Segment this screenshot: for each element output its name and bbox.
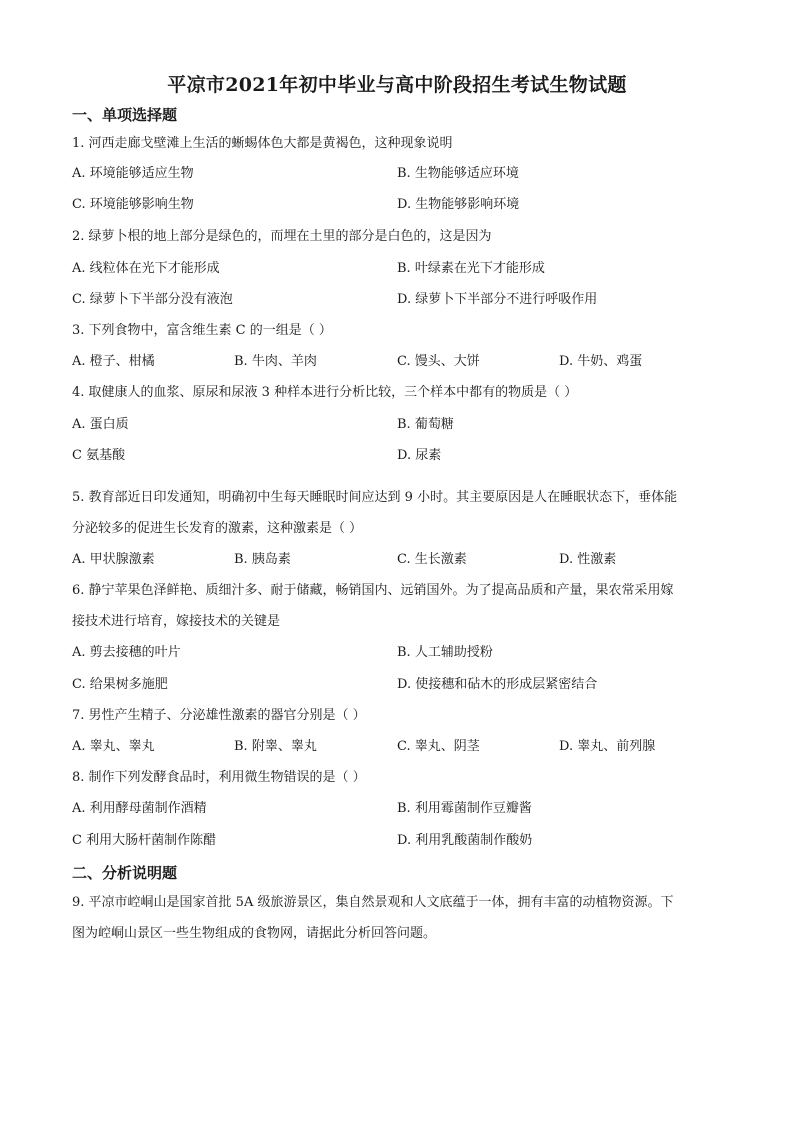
page-title: 平凉市2021年初中毕业与高中阶段招生考试生物试题	[167, 74, 627, 96]
question-8-option-d: D. 利用乳酸菌制作酸奶	[397, 833, 533, 848]
question-2-option-c: C. 绿萝卜下半部分没有液泡	[72, 292, 233, 307]
question-4-stem: 4. 取健康人的血浆、原尿和尿液 3 种样本进行分析比较，三个样本中都有的物质是（ ）	[72, 385, 578, 400]
question-1-option-a: A. 环境能够适应生物	[72, 166, 194, 181]
question-6-stem-line-2: 接技术进行培育，嫁接技术的关键是	[72, 614, 281, 629]
question-5-option-c: C. 生长激素	[397, 552, 467, 567]
question-1-stem: 1. 河西走廊戈壁滩上生活的蜥蜴体色大都是黄褐色，这种现象说明	[72, 136, 453, 151]
question-7-option-c: C. 睾丸、阴茎	[397, 739, 480, 754]
section-heading-analysis: 二、分析说明题	[72, 864, 178, 882]
question-7-stem: 7. 男性产生精子、分泌雄性激素的器官分别是（ ）	[72, 708, 366, 723]
question-5-option-a: A. 甲状腺激素	[72, 552, 155, 567]
question-6-option-b: B. 人工辅助授粉	[397, 645, 493, 660]
question-8-option-a: A. 利用酵母菌制作酒精	[72, 801, 207, 816]
question-7-option-a: A. 睾丸、睾丸	[72, 739, 155, 754]
question-1-option-d: D. 生物能够影响环境	[397, 197, 520, 212]
question-2-stem: 2. 绿萝卜根的地上部分是绿色的，而埋在土里的部分是白色的，这是因为	[72, 229, 492, 244]
question-8-option-b: B. 利用霉菌制作豆瓣酱	[397, 801, 532, 816]
question-3-option-b: B. 牛肉、羊肉	[234, 354, 317, 369]
question-3-stem: 3. 下列食物中，富含维生素 C 的一组是（ ）	[72, 323, 332, 338]
question-1-option-b: B. 生物能够适应环境	[397, 166, 519, 181]
question-1-option-c: C. 环境能够影响生物	[72, 197, 194, 212]
question-2-option-b: B. 叶绿素在光下才能形成	[397, 261, 545, 276]
question-4-option-b: B. 葡萄糖	[397, 417, 454, 432]
question-3-option-c: C. 馒头、大饼	[397, 354, 480, 369]
question-3-option-a: A. 橙子、柑橘	[72, 354, 155, 369]
question-9-stem-line-2: 图为崆峒山景区一些生物组成的食物网，请据此分析回答问题。	[72, 926, 437, 941]
question-2-option-d: D. 绿萝卜下半部分不进行呼吸作用	[397, 292, 598, 307]
question-6-option-d: D. 使接穗和砧木的形成层紧密结合	[397, 677, 598, 692]
question-9-stem-line-1: 9. 平凉市崆峒山是国家首批 5A 级旅游景区，集自然景观和人文底蕴于一体，拥有丰富的动植物资源。下	[72, 895, 674, 910]
question-4-option-d: D. 尿素	[397, 448, 442, 463]
question-7-option-b: B. 附睾、睾丸	[234, 739, 317, 754]
question-5-option-b: B. 胰岛素	[234, 552, 291, 567]
question-5-option-d: D. 性激素	[559, 552, 617, 567]
question-8-option-c: C 利用大肠杆菌制作陈醋	[72, 833, 217, 848]
section-heading-single-choice: 一、单项选择题	[72, 106, 178, 124]
question-7-option-d: D. 睾丸、前列腺	[559, 739, 656, 754]
question-3-option-d: D. 牛奶、鸡蛋	[559, 354, 643, 369]
question-5-stem-line-2: 分泌较多的促进生长发育的激素，这种激素是（ ）	[72, 521, 363, 536]
question-4-option-c: C 氨基酸	[72, 448, 126, 463]
question-5-stem-line-1: 5. 教育部近日印发通知，明确初中生每天睡眠时间应达到 9 小时。其主要原因是人在睡眠状态下，垂体能	[72, 490, 678, 505]
question-6-stem-line-1: 6. 静宁苹果色泽鲜艳、质细汁多、耐于储藏，畅销国内、远销国外。为了提高品质和产量，果农常采用嫁	[72, 583, 674, 598]
question-6-option-a: A. 剪去接穗的叶片	[72, 645, 181, 660]
question-2-option-a: A. 线粒体在光下才能形成	[72, 261, 220, 276]
question-8-stem: 8. 制作下列发酵食品时，利用微生物错误的是（ ）	[72, 770, 366, 785]
question-6-option-c: C. 给果树多施肥	[72, 677, 168, 692]
question-4-option-a: A. 蛋白质	[72, 417, 129, 432]
